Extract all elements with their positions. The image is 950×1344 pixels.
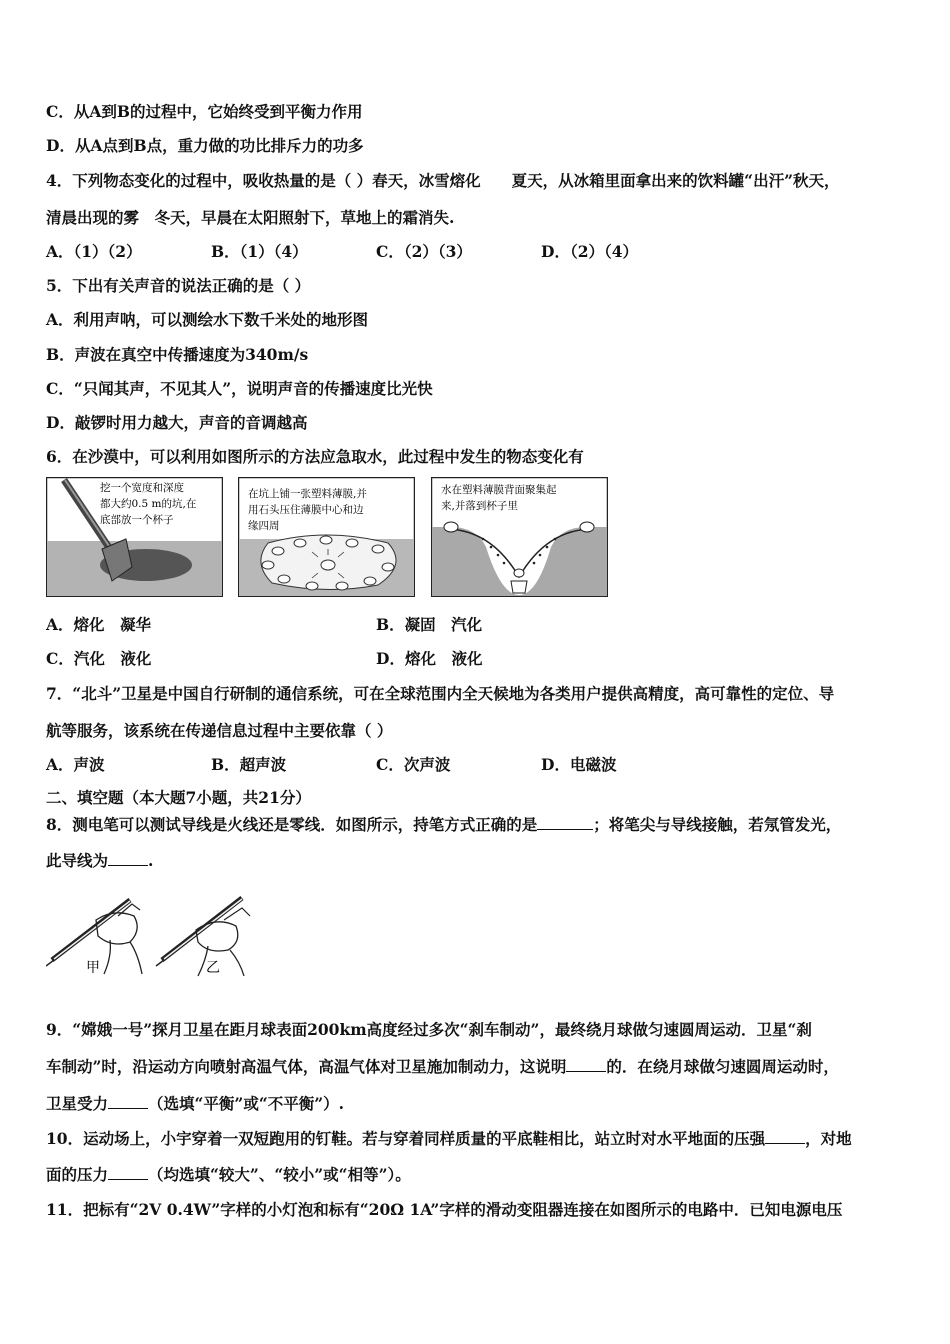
q6-panel2-line2: 用石头压住薄膜中心和边 [248, 504, 364, 516]
q5-stem: 5．下出有关声音的说法正确的是（ ） [46, 276, 311, 295]
q6-panel3-line2: 来,并落到杯子里 [441, 500, 518, 512]
q8-stem-line1: 8．测电笔可以测试导线是火线还是零线．如图所示，持笔方式正确的是 ；将笔尖与导线接触，若氖管发光， [46, 815, 842, 834]
q6-figure-panel-film [238, 477, 415, 597]
q6-option-d: D．熔化 液化 [376, 649, 483, 668]
q7-stem-line1: 7．“北斗”卫星是中国自行研制的通信系统，可在全球范围内全天候地为各类用户提供高精度，高可靠性的定位、导 [46, 684, 835, 703]
q6-figure-panel-section [431, 477, 608, 597]
q7-option-d: D．电磁波 [541, 755, 617, 774]
q8-stem-line2: 此导线为 . [46, 851, 154, 870]
q5-option-b: B．声波在真空中传播速度为340m/s [46, 345, 309, 364]
q8-blank-1 [537, 815, 593, 830]
q4-option-b: B．（1）（4） [211, 242, 308, 261]
q6-option-a: A．熔化 凝华 [46, 615, 152, 634]
q6-figure-panel-dig [46, 477, 223, 597]
q10-blank-2 [108, 1165, 148, 1180]
q8-figure-test-pen [46, 890, 256, 978]
q4-option-d: D．（2）（4） [541, 242, 639, 261]
q6-panel1-line1: 挖一个宽度和深度 [100, 482, 184, 494]
q8-label-yi: 乙 [206, 960, 220, 976]
q7-option-c: C．次声波 [376, 755, 451, 774]
q6-panel2-line3: 缘四周 [248, 520, 280, 532]
q6-stem: 6．在沙漠中，可以利用如图所示的方法应急取水，此过程中发生的物态变化有 [46, 447, 584, 466]
q9-stem-line2: 车制动”时，沿运动方向喷射高温气体，高温气体对卫星施加制动力，这说明 的．在绕月球做匀速圆周运动时， [46, 1057, 839, 1076]
q4-option-c: C．（2）（3） [376, 242, 472, 261]
q7-option-a: A．声波 [46, 755, 105, 774]
q6-option-b: B．凝固 汽化 [376, 615, 483, 634]
q10-blank-1 [765, 1129, 805, 1144]
q5-option-d: D．敲锣时用力越大，声音的音调越高 [46, 413, 308, 432]
q9-stem-line3: 卫星受力 （选填“平衡”或“不平衡”）. [46, 1094, 345, 1113]
q6-panel2-line1: 在坑上铺一张塑料薄膜,并 [248, 488, 367, 500]
q6-panel1-line3: 底部放一个杯子 [100, 514, 174, 526]
q9-stem-line1: 9．“嫦娥一号”探月卫星在距月球表面200km高度经过多次“刹车制动”，最终绕月球做匀速圆周运动．卫星“刹 [46, 1020, 812, 1039]
section-heading-fill-in: 二、填空题（本大题7小题，共21分） [46, 788, 311, 807]
q6-panel3-line1: 水在塑料薄膜背面聚集起 [441, 484, 557, 496]
q11-stem-line1: 11．把标有“2V 0.4W”字样的小灯泡和标有“20Ω 1A”字样的滑动变阻器连接在如图所示的电路中．已知电源电压 [46, 1200, 843, 1219]
q4-stem-line2: 清晨出现的雾 冬天，早晨在太阳照射下，草地上的霜消失. [46, 208, 455, 227]
q9-blank-1 [566, 1057, 606, 1072]
q3-option-d: D．从A点到B点，重力做的功比排斥力的功多 [46, 136, 364, 155]
q3-option-c: C．从A到B的过程中，它始终受到平衡力作用 [46, 102, 363, 121]
q7-stem-line2: 航等服务，该系统在传递信息过程中主要依靠（ ） [46, 721, 393, 740]
q8-blank-2 [108, 851, 148, 866]
q4-stem-line1: 4．下列物态变化的过程中，吸收热量的是（ ）春天，冰雪熔化 夏天，从冰箱里面拿出来的饮料罐“出汗”秋天， [46, 171, 840, 190]
q4-option-a: A．（1）（2） [46, 242, 142, 261]
q9-blank-2 [108, 1094, 148, 1109]
q5-option-a: A．利用声呐，可以测绘水下数千米处的地形图 [46, 310, 369, 329]
q8-label-jia: 甲 [86, 960, 100, 976]
q10-stem-line2: 面的压力 （均选填“较大”、“较小”或“相等”）。 [46, 1165, 411, 1184]
q6-panel1-line2: 都大约0.5 m的坑,在 [100, 498, 197, 510]
q10-stem-line1: 10．运动场上，小宇穿着一双短跑用的钉鞋。若与穿着同样质量的平底鞋相比，站立时对水平地面的压强 ，对地 [46, 1129, 852, 1148]
q5-option-c: C．“只闻其声，不见其人”，说明声音的传播速度比光快 [46, 379, 433, 398]
q6-option-c: C．汽化 液化 [46, 649, 152, 668]
q7-option-b: B．超声波 [211, 755, 287, 774]
